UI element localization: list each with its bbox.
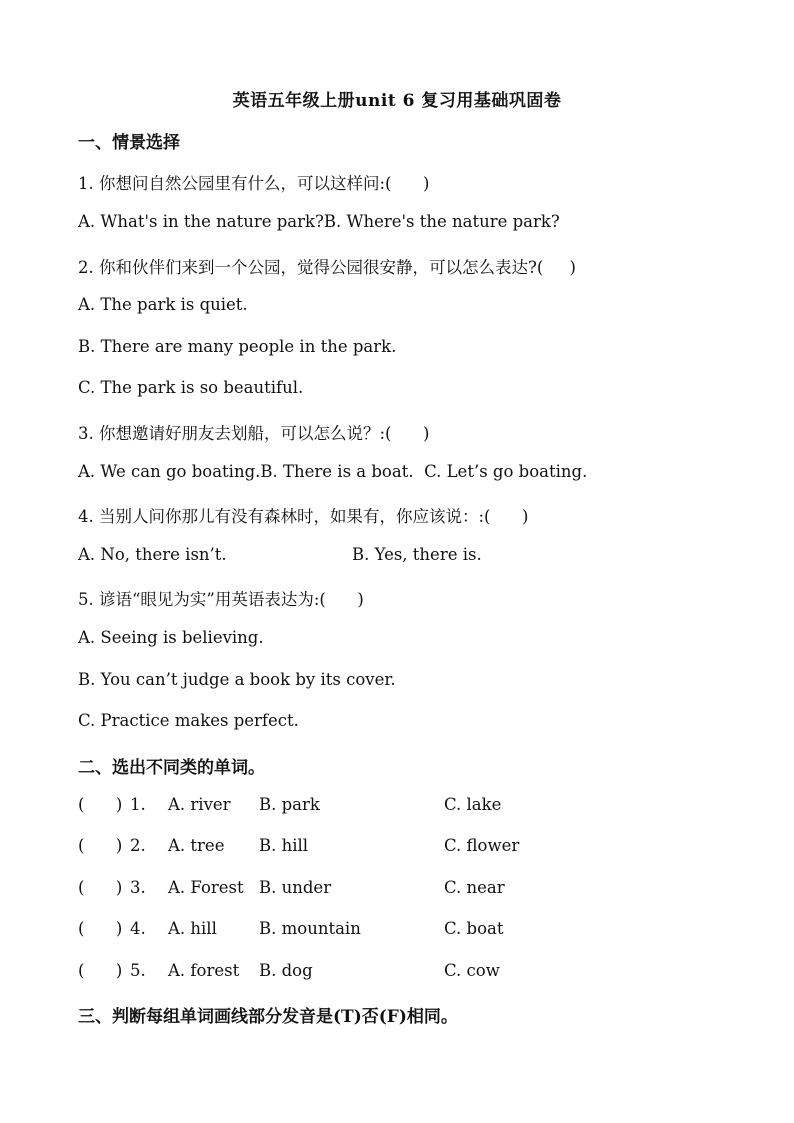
answer-blank: ( )	[78, 795, 123, 814]
q3-options: A. We can go boating.B. There is a boat. C. Let’s go boating.	[78, 462, 588, 481]
choice-c: C. cow	[444, 961, 500, 980]
choice-c: C. flower	[444, 836, 520, 855]
q5-option-b: B. You can’t judge a book by its cover.	[78, 670, 396, 689]
q5-stem: 5. 谚语“眼见为实”用英语表达为:( )	[78, 590, 364, 609]
q5-option-c: C. Practice makes perfect.	[78, 711, 299, 730]
choice-b: B. park	[259, 795, 320, 814]
q2-stem: 2. 你和伙伴们来到一个公园，觉得公园很安静，可以怎么表达?( )	[78, 258, 576, 277]
q4-option-a: A. No, there isn’t.	[78, 545, 227, 564]
section-3-heading: 三、判断每组单词画线部分发音是(T)否(F)相同。	[78, 1007, 458, 1027]
q2-option-b: B. There are many people in the park.	[78, 337, 397, 356]
choice-a: A. hill	[168, 919, 217, 938]
row-number: 1.	[130, 795, 146, 814]
row-number: 2.	[130, 836, 146, 855]
choice-a: A. river	[168, 795, 231, 814]
row-number: 5.	[130, 961, 146, 980]
section-2-heading: 二、选出不同类的单词。	[78, 758, 265, 778]
choice-a: A. Forest	[168, 878, 244, 897]
choice-c: C. boat	[444, 919, 504, 938]
choice-b: B. under	[259, 878, 332, 897]
choice-b: B. hill	[259, 836, 309, 855]
answer-blank: ( )	[78, 919, 123, 938]
page-title: 英语五年级上册unit 6 复习用基础巩固卷	[232, 91, 562, 111]
q3-stem: 3. 你想邀请好朋友去划船，可以怎么说？:( )	[78, 424, 430, 443]
choice-c: C. near	[444, 878, 505, 897]
q4-stem: 4. 当别人问你那儿有没有森林时，如果有，你应该说：:( )	[78, 507, 529, 526]
row-number: 4.	[130, 919, 146, 938]
answer-blank: ( )	[78, 836, 123, 855]
section-1-heading: 一、情景选择	[78, 133, 180, 153]
answer-blank: ( )	[78, 961, 123, 980]
q2-option-c: C. The park is so beautiful.	[78, 378, 304, 397]
choice-b: B. mountain	[259, 919, 361, 938]
q2-option-a: A. The park is quiet.	[78, 295, 248, 314]
choice-b: B. dog	[259, 961, 313, 980]
q1-stem: 1. 你想问自然公园里有什么，可以这样问:( )	[78, 174, 430, 193]
q1-options: A. What's in the nature park?B. Where's the nature park?	[78, 212, 560, 231]
q4-option-b: B. Yes, there is.	[352, 545, 482, 564]
answer-blank: ( )	[78, 878, 123, 897]
row-number: 3.	[130, 878, 146, 897]
choice-a: A. tree	[168, 836, 225, 855]
choice-a: A. forest	[168, 961, 240, 980]
q5-option-a: A. Seeing is believing.	[78, 628, 264, 647]
choice-c: C. lake	[444, 795, 502, 814]
